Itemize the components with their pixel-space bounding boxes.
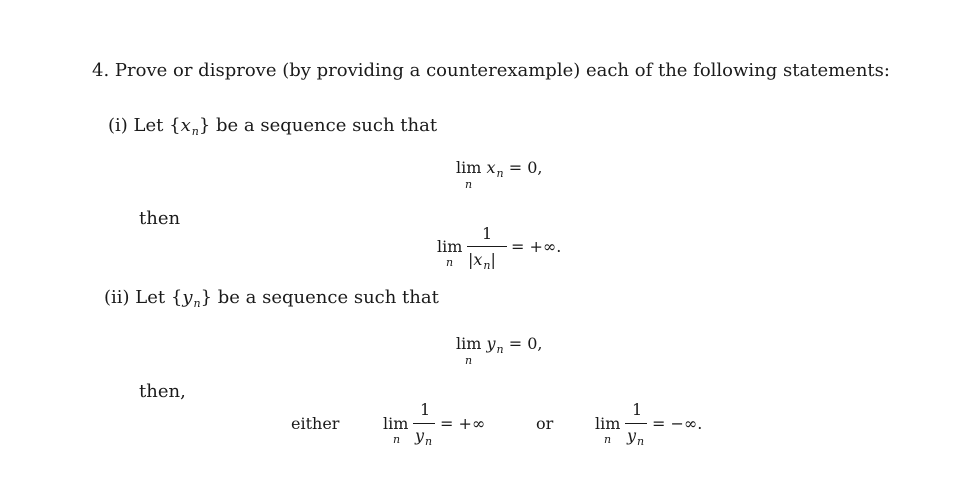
lim-operator: lim (456, 158, 482, 177)
part-ii-limit-equation: $\lim y_n = 0$, (456, 334, 543, 356)
fraction-denominator: $y_n$ (627, 426, 645, 448)
part-i-intro (108, 115, 437, 139)
equation-rhs: = −∞. (652, 414, 703, 433)
problem-number: 4. (92, 60, 110, 81)
part-i-sequence: $\{x_n\}$ (169, 115, 211, 138)
part-ii-intro (104, 287, 439, 311)
lim-subscript: n (465, 178, 473, 191)
fraction-denominator: $y_n$ (415, 426, 433, 448)
part-ii-let: Let (135, 287, 166, 308)
fraction-bar (625, 423, 647, 424)
part-i-label: (i) (108, 115, 128, 136)
part-i-limit-equation: $\lim x_n = 0$, (456, 158, 543, 180)
lim-subscript: n (393, 433, 401, 446)
part-ii-sequence: $\{y_n\}$ (170, 287, 213, 310)
part-i-let: Let (133, 115, 164, 136)
problem-text: Prove or disprove (by providing a counterexample) each of the following statements: (114, 60, 890, 81)
equation-rhs: = +∞ (440, 414, 486, 433)
problem-statement (92, 60, 890, 82)
equation-rhs: = +∞. (511, 237, 562, 256)
or-word: or (536, 414, 554, 433)
part-ii-label: (ii) (104, 287, 130, 308)
part-ii-lim-b: lim (595, 414, 621, 433)
equation-rhs: = 0, (508, 334, 543, 353)
part-i-intro-text: be a sequence such that (216, 115, 438, 136)
lim-subscript: n (604, 433, 612, 446)
fraction-numerator: 1 (632, 400, 643, 419)
fraction-denominator: $|x_n|$ (468, 250, 496, 272)
part-ii-lim-a: lim (383, 414, 409, 433)
part-ii-intro-text: be a sequence such that (217, 287, 439, 308)
part-i-reciprocal-lim: lim (437, 237, 463, 256)
either-word: either (291, 414, 340, 433)
fraction-numerator: 1 (482, 224, 493, 243)
fraction-bar (467, 246, 507, 247)
fraction-numerator: 1 (420, 400, 431, 419)
lim-operator: lim (456, 334, 482, 353)
fraction-bar (413, 423, 435, 424)
lim-subscript: n (465, 354, 473, 367)
part-ii-then: then, (139, 381, 186, 402)
equation-rhs: = 0, (508, 158, 543, 177)
lim-subscript: n (446, 256, 454, 269)
part-i-then: then (139, 208, 181, 229)
